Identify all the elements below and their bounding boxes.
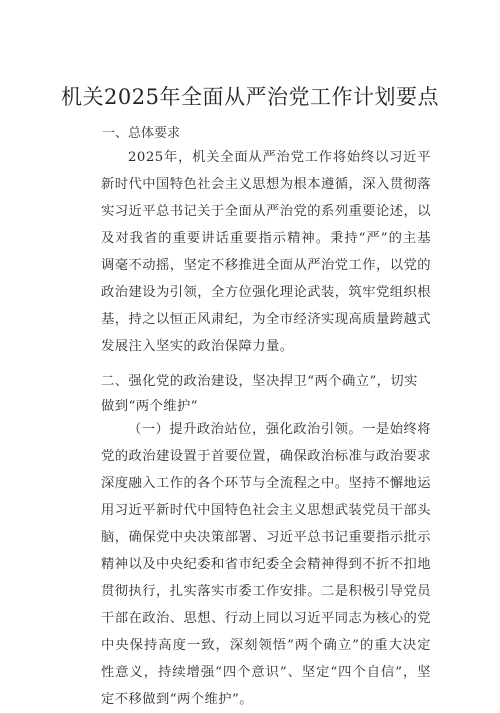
section-paragraph-political-building: （一）提升政治站位，强化政治引领。一是始终将党的政治建设置于首要位置，确保政治标准与政治要求深度融入工作的各个环节与全流程之中。坚持不懈地运用习近平新时代中国特色社会主义思想武装党员干部头脑，确保党中央决策部署、习近平总书记重要指示批示精神以及中央纪委和省市纪委全会精神得到不折不扣地贯彻执行，扎实落实市委工作安排。二是积极引导党员干部在政治、思想、行动上同以习近平同志为核心的党中央保持高度一致，深刻领悟”两个确立”的重大决定性意义，持续增强“四个意识”、坚定“四个自信”，坚定不移做到“两个维护”。: [101, 422, 431, 707]
section-heading-political-building: 二、强化党的政治建设，坚决捍卫“两个确立”，切实做到“两个维护”: [101, 374, 418, 414]
section-paragraph-general-requirements: 2025年，机关全面从严治党工作将始终以习近平新时代中国特色社会主义思想为根本遵循，深入贯彻落实习近平总书记关于全面从严治党的系列重要论述，以及对我省的重要讲话重要指示精神。秉持“严”的主基调毫不动摇，坚定不移推进全面从严治党工作，以党的政治建设为引领，全方位强化理论武装，筑牢党组织根基，持之以恒正风肃纪，为全市经济实现高质量跨越式发展注入坚实的政治保障力量。: [101, 150, 431, 354]
document-title: 机关2025年全面从严治党工作计划要点: [61, 85, 439, 109]
section-heading-general-requirements: 一、总体要求: [102, 126, 181, 141]
